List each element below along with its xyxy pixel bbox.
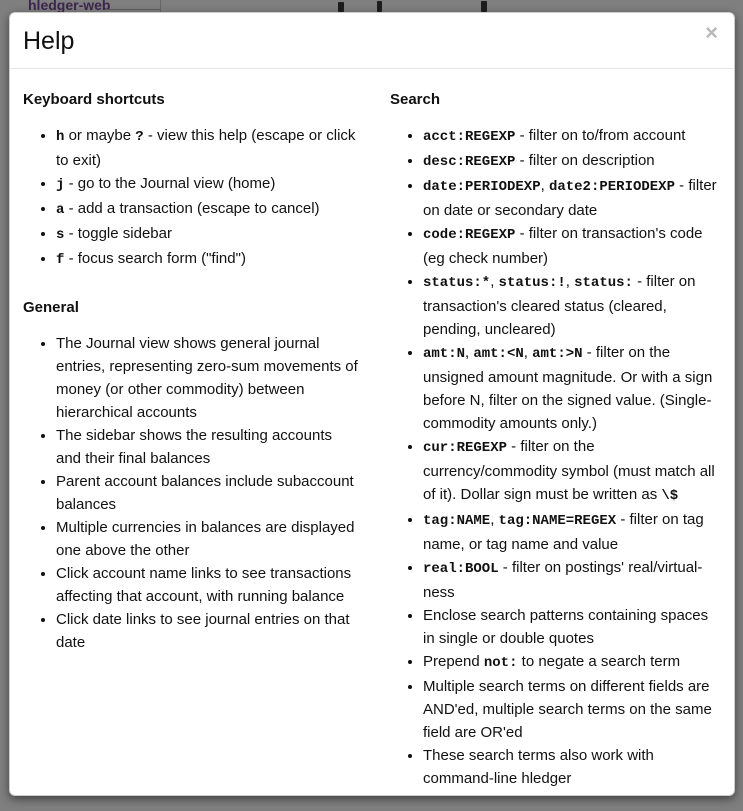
text-run: - filter on date or secondary date (422, 177, 717, 219)
code-token: date:PERIODEXP (422, 179, 541, 195)
text-run: , (490, 511, 499, 528)
code-token: desc:REGEXP (422, 154, 516, 170)
text-run: - filter on to/from account (515, 127, 686, 144)
help-list-item (423, 149, 721, 174)
text-run: , (465, 344, 474, 361)
code-token: ? (135, 129, 144, 145)
text-run: The sidebar shows the resulting accounts and their final balances (56, 427, 332, 467)
text-run: , (565, 273, 575, 290)
text-run: The Journal view shows general journal entries, representing zero-sum movements of money (or other commodity) between hierarchical accounts (56, 335, 358, 421)
text-run: Prepend (422, 653, 484, 670)
text-run: - go to the Journal view (home) (64, 175, 276, 192)
text-run: - focus search form ("find") (64, 250, 246, 267)
code-token: acct:REGEXP (422, 129, 516, 145)
help-list-item (423, 222, 721, 270)
section-heading: Search (389, 91, 441, 108)
code-token: tag:NAME=REGEX (498, 513, 617, 529)
modal-title: Help (23, 27, 75, 55)
help-list-item (56, 332, 360, 424)
help-list-item (423, 174, 721, 222)
help-list-item (56, 124, 360, 172)
help-list-item (423, 270, 721, 341)
code-token: amt:N (422, 346, 465, 362)
code-token: j (56, 177, 65, 193)
text-run: - filter on transaction's cleared status (cleared, pending, uncleared) (422, 273, 696, 338)
help-list-item (423, 675, 721, 744)
modal-body (10, 69, 734, 796)
section-heading: Keyboard shortcuts (23, 91, 165, 108)
text-run: Click date links to see journal entries on that date (56, 611, 350, 651)
help-list-item (423, 508, 721, 556)
help-list-item (56, 172, 360, 197)
help-list-item (56, 470, 360, 516)
text-run: or maybe (64, 127, 136, 144)
help-list-item (423, 744, 721, 790)
help-list-item (423, 650, 721, 675)
help-list (23, 124, 360, 272)
text-run: Parent account balances include subaccount balances (56, 473, 354, 513)
code-token: s (56, 227, 65, 243)
text-run: - filter on description (515, 152, 655, 169)
text-run: - filter on transaction's code (eg check number) (422, 225, 703, 267)
code-token: date2:PERIODEXP (548, 179, 675, 195)
text-run: Multiple currencies in balances are displayed one above the other (56, 519, 355, 559)
help-list (390, 124, 721, 790)
code-token: f (56, 252, 65, 268)
section-heading: General (23, 299, 79, 316)
text-run: - filter on the currency/commodity symbol (must match all of it). Dollar sign must be written as (422, 438, 715, 503)
code-token: cur:REGEXP (422, 440, 507, 456)
help-list-item (56, 424, 360, 470)
text-run: Click account name links to see transactions affecting that account, with running balance (56, 565, 352, 605)
help-list-item (56, 222, 360, 247)
help-list (23, 332, 360, 654)
text-run: Enclose search patterns containing spaces in single or double quotes (422, 607, 709, 647)
text-run: to negate a search term (517, 653, 681, 670)
code-token: amt:>N (532, 346, 583, 362)
help-list-item (56, 562, 360, 608)
text-run: - filter on tag name, or tag name and value (422, 511, 704, 553)
code-token: \$ (661, 488, 679, 504)
code-token: status:* (422, 275, 491, 291)
text-run: - add a transaction (escape to cancel) (64, 200, 320, 217)
code-token: a (56, 202, 65, 218)
help-list-item (56, 197, 360, 222)
left-column (23, 89, 374, 796)
help-list-item (423, 341, 721, 435)
text-run: - toggle sidebar (64, 225, 172, 242)
code-token: h (56, 129, 65, 145)
text-run: These search terms also work with command-line hledger (422, 747, 654, 787)
text-run: - filter on the unsigned amount magnitude. Or with a sign before N, filter on the signed value. (Single-commodity amounts only.) (422, 344, 713, 432)
help-list-item (56, 608, 360, 654)
code-token: status:! (498, 275, 566, 291)
help-list-item (423, 604, 721, 650)
text-run: , (540, 177, 549, 194)
help-list-item (423, 556, 721, 604)
code-token: status: (574, 275, 633, 291)
code-token: tag:NAME (422, 513, 491, 529)
code-token: real:BOOL (422, 561, 499, 577)
modal-header (10, 13, 734, 69)
code-token: code:REGEXP (422, 227, 516, 243)
help-modal (9, 12, 735, 796)
text-run: , (490, 273, 499, 290)
text-run: Multiple search terms on different fields are AND'ed, multiple search terms on the same field are OR'ed (422, 678, 712, 741)
text-run: - view this help (escape or click to exit) (56, 127, 356, 169)
help-list-item (56, 247, 360, 272)
code-token: amt:<N (473, 346, 524, 362)
help-list-item (56, 516, 360, 562)
code-token: not: (483, 655, 518, 671)
close-icon[interactable]: × (705, 20, 718, 45)
text-run: , (523, 344, 533, 361)
help-list-item (423, 124, 721, 149)
text-run: - filter on postings' real/virtual-ness (422, 559, 703, 601)
help-list-item (423, 435, 721, 508)
right-column (374, 89, 721, 796)
